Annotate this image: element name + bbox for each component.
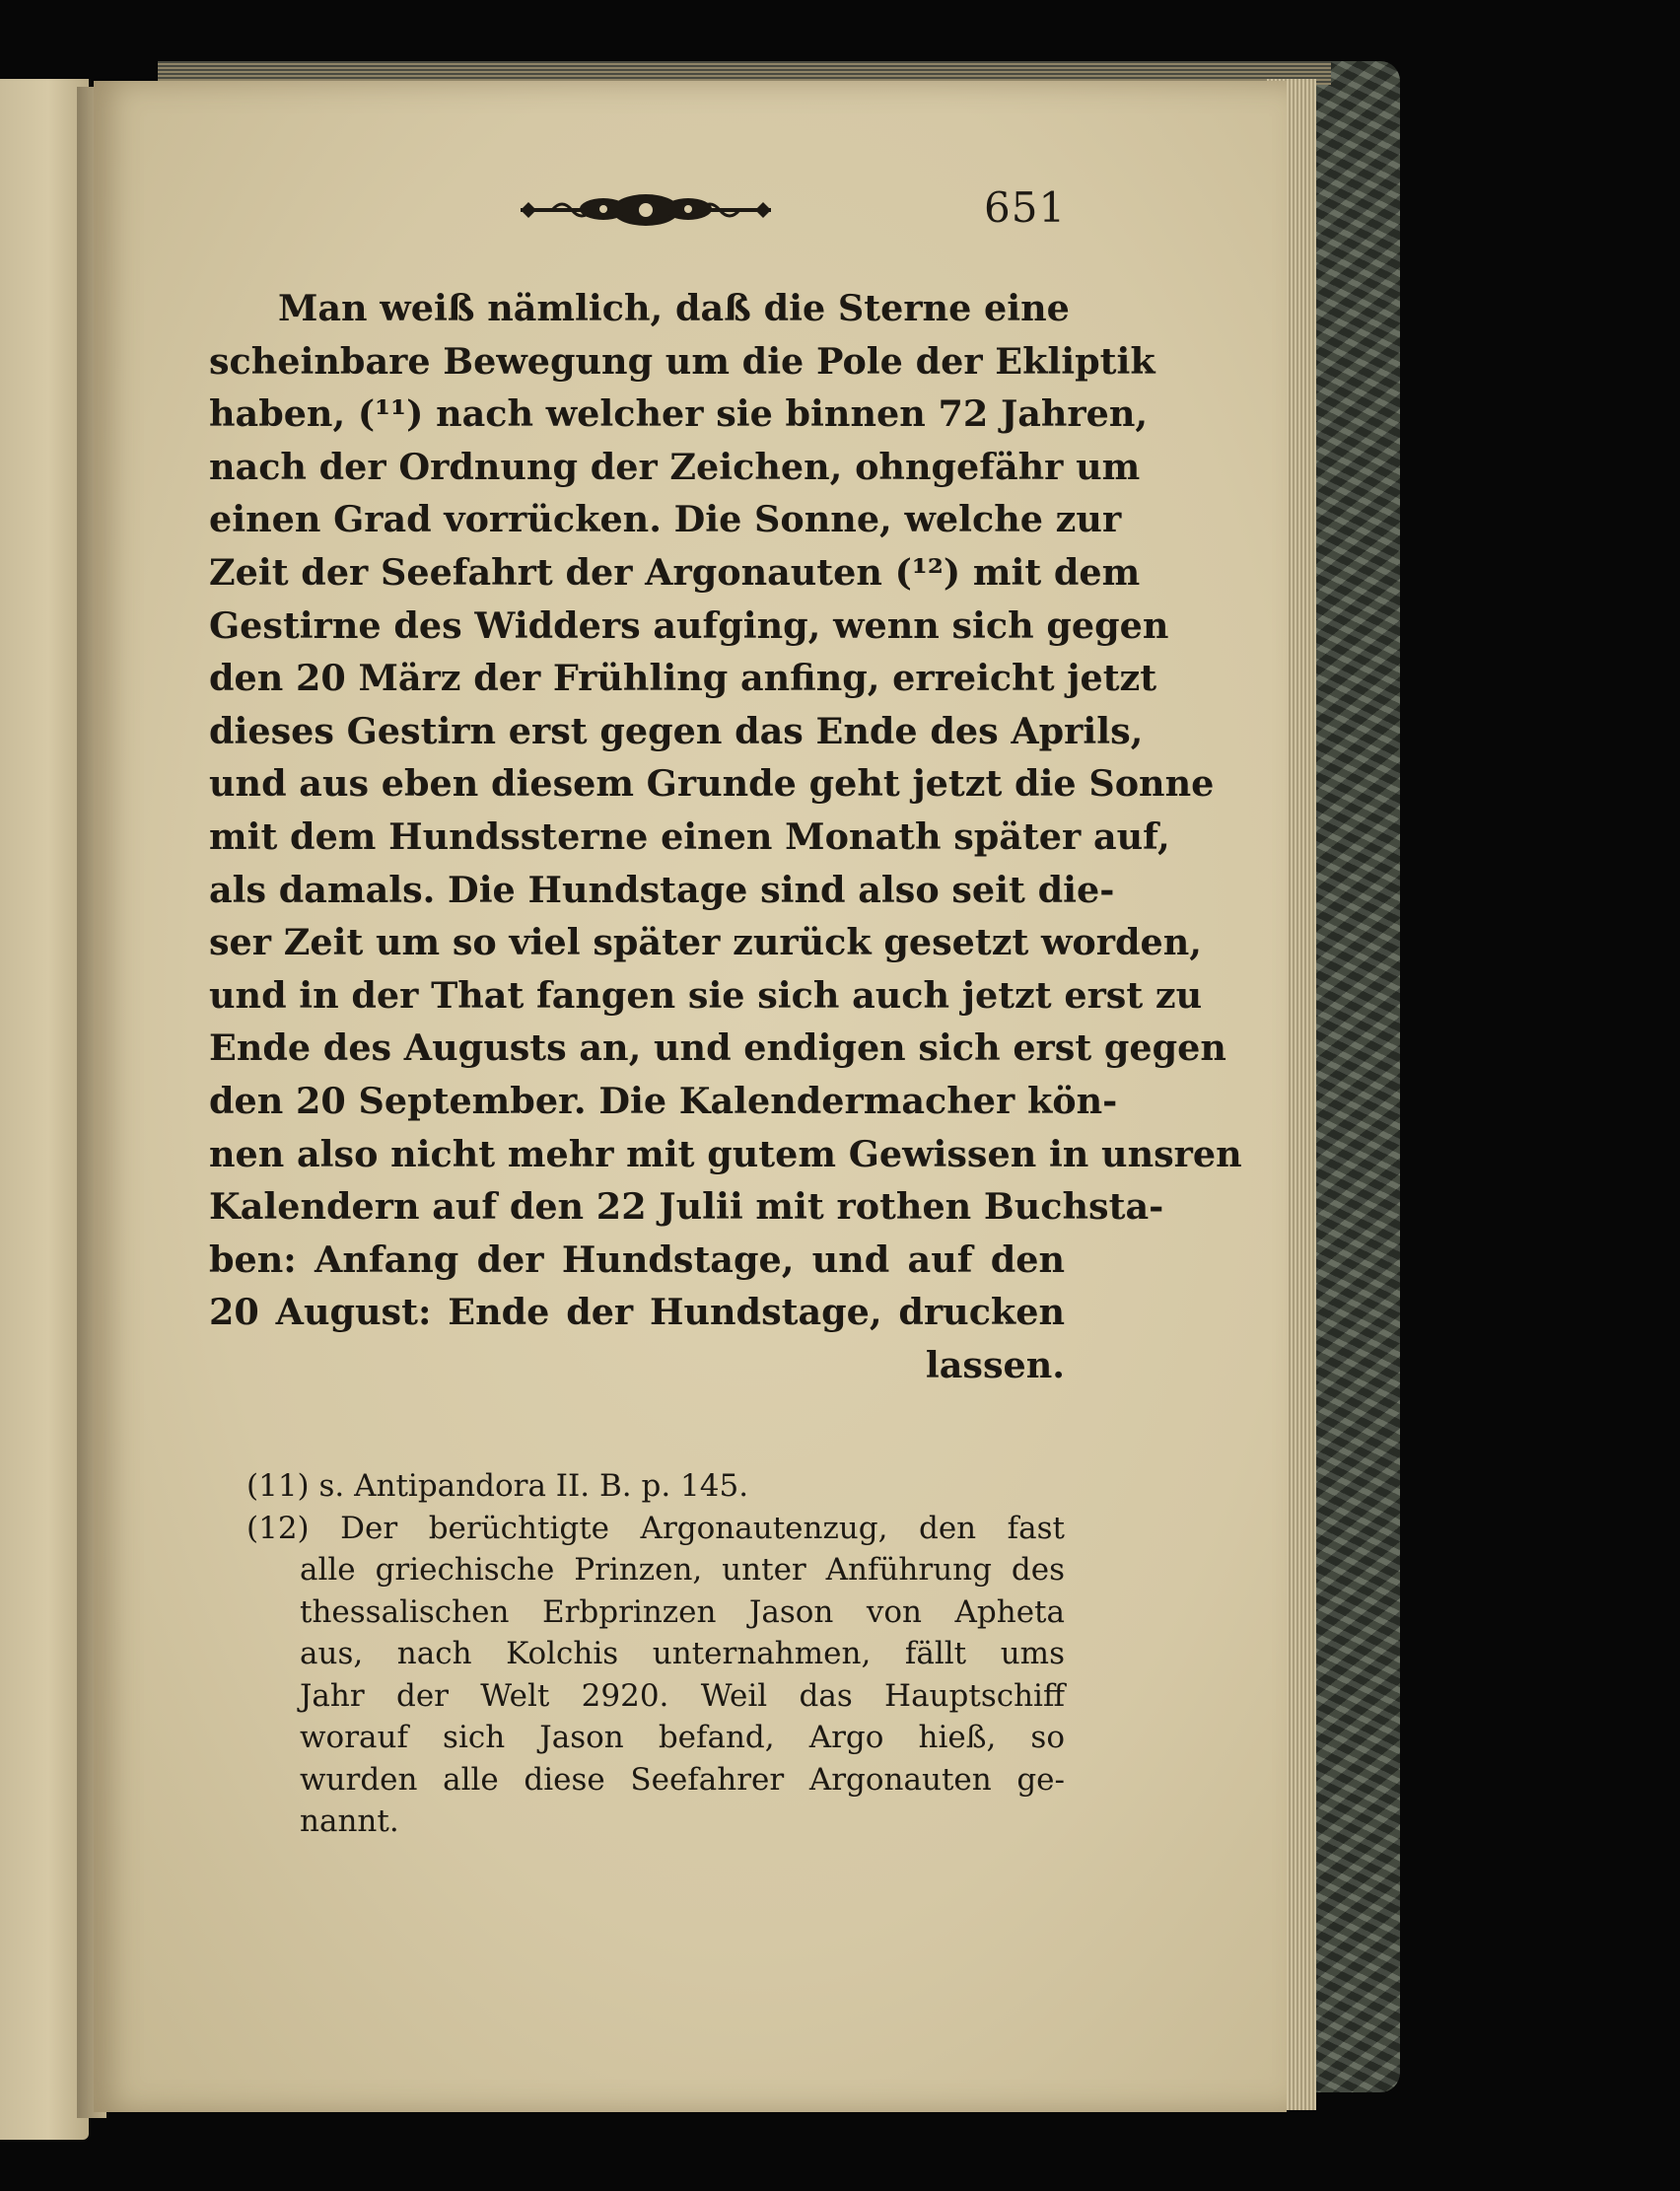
body-line: ben: Anfang der Hundstage, und auf den bbox=[209, 1237, 1065, 1281]
footnote-line: alle griechische Prinzen, unter Anführung des bbox=[300, 1552, 1065, 1588]
body-line: haben, (¹¹) nach welcher sie binnen 72 Jahren, bbox=[209, 392, 1149, 436]
body-line: nen also nicht mehr mit gutem Gewissen in unsren bbox=[209, 1132, 1242, 1175]
footnote-line: Jahr der Welt 2920. Weil das Hauptschiff bbox=[300, 1677, 1065, 1714]
footnote-line: aus, nach Kolchis unternahmen, fällt ums bbox=[300, 1636, 1065, 1671]
body-line: Gestirne des Widders aufging, wenn sich gegen bbox=[209, 603, 1169, 647]
footnote-line: nannt. bbox=[300, 1803, 399, 1839]
body-line: Ende des Augusts an, und endigen sich erst gegen bbox=[209, 1026, 1226, 1070]
footnotes bbox=[246, 1465, 1065, 1843]
footnote-line: wurden alle diese Seefahrer Argonauten ge- bbox=[300, 1761, 1065, 1798]
body-line: lassen. bbox=[925, 1343, 1065, 1386]
footnote-line: (11) s. Antipandora II. B. p. 145. bbox=[246, 1468, 749, 1504]
body-line: den 20 März der Frühling anfing, erreicht jetzt bbox=[209, 657, 1157, 700]
body-line: 20 August: Ende der Hundstage, drucken bbox=[209, 1291, 1065, 1334]
body-line: Kalendern auf den 22 Julii mit rothen Buchsta- bbox=[209, 1185, 1164, 1229]
body-line: und in der That fangen sie sich auch jetzt erst zu bbox=[209, 973, 1203, 1017]
body-line: Man weiß nämlich, daß die Sterne eine bbox=[278, 287, 1070, 329]
page-number: 651 bbox=[984, 183, 1067, 232]
body-line: als damals. Die Hundstage sind also seit die- bbox=[209, 868, 1115, 911]
header-ornament-icon bbox=[513, 185, 779, 235]
footnote-line: thessalischen Erbprinzen Jason von Apheta bbox=[300, 1593, 1065, 1630]
footnote-line: (12) Der berüchtigte Argonautenzug, den fast bbox=[246, 1510, 1065, 1546]
body-line: nach der Ordnung der Zeichen, ohngefähr um bbox=[209, 445, 1141, 488]
body-line: dieses Gestirn erst gegen das Ende des Aprils, bbox=[209, 709, 1144, 752]
body-line: scheinbare Bewegung um die Pole der Ekliptik bbox=[209, 339, 1155, 383]
body-line: Zeit der Seefahrt der Argonauten (¹²) mit dem bbox=[209, 550, 1141, 594]
body-line: einen Grad vorrücken. Die Sonne, welche zur bbox=[209, 498, 1122, 541]
facing-page-edge bbox=[0, 79, 89, 2140]
body-line: ser Zeit um so viel später zurück gesetzt worden, bbox=[209, 921, 1202, 964]
body-line: den 20 September. Die Kalendermacher kön- bbox=[209, 1079, 1118, 1122]
body-text bbox=[209, 282, 1242, 1391]
body-line: und aus eben diesem Grunde geht jetzt die Sonne bbox=[209, 762, 1215, 806]
body-line: mit dem Hundssterne einen Monath später auf, bbox=[209, 814, 1170, 858]
footnote-line: worauf sich Jason befand, Argo hieß, so bbox=[300, 1720, 1065, 1755]
